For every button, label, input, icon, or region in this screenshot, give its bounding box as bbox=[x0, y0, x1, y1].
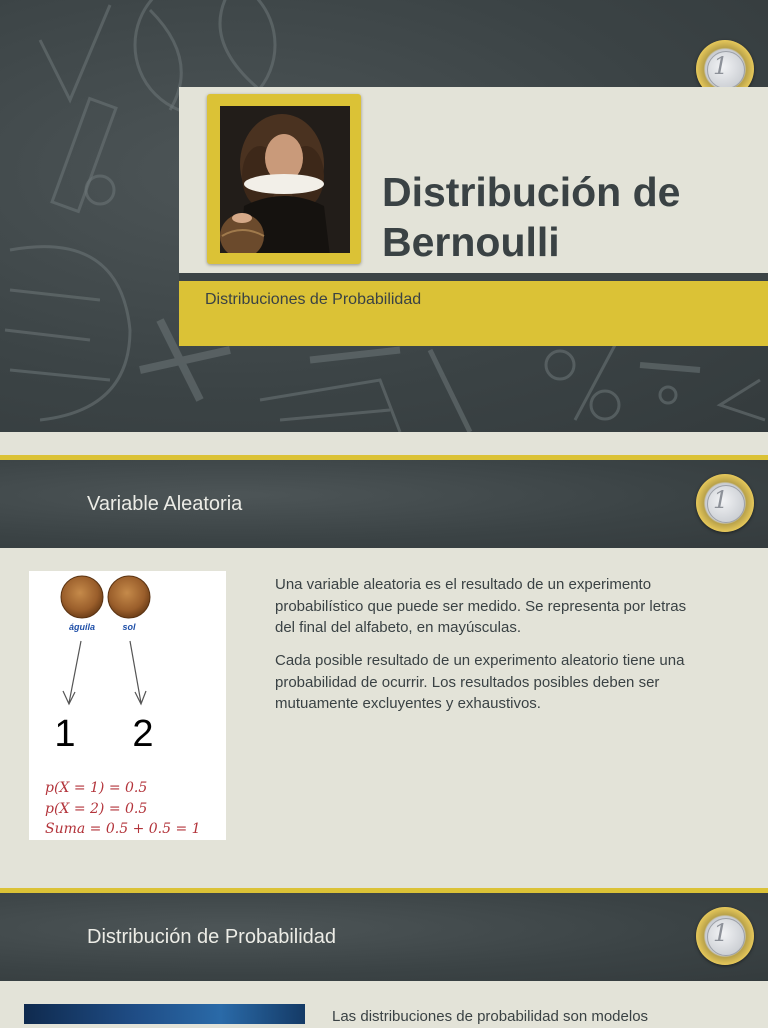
outcome-number-1: 1 bbox=[54, 713, 76, 755]
page-title bbox=[382, 167, 762, 267]
section-header-variable-aleatoria bbox=[0, 460, 768, 548]
euro-coin-icon: 1 bbox=[696, 474, 754, 532]
euro-coin-icon: 1 bbox=[696, 907, 754, 965]
coin-label-aguila: águila bbox=[68, 622, 96, 632]
title-divider bbox=[179, 273, 768, 281]
paragraph-definition: Una variable aleatoria es el resultado de un experimento probabilístico que puede ser medido. Se representa por letras del final del alfabeto, en mayúsculas. bbox=[275, 576, 687, 636]
section-title: Variable Aleatoria bbox=[87, 493, 243, 515]
slide-image bbox=[24, 1004, 305, 1024]
formula-line-1: p(X = 1) = 0.5 bbox=[45, 780, 148, 796]
paragraph-distributions: Las distribuciones de probabilidad son modelos bbox=[332, 1008, 649, 1025]
formula-line-3: Suma = 0.5 + 0.5 = 1 bbox=[45, 821, 201, 837]
paragraph-outcomes: Cada posible resultado de un experimento aleatorio tiene una probabilidad de ocurrir. Los resultados posibles deben ser mutuamente excluyentes y exhaustivos. bbox=[275, 652, 685, 712]
page-subtitle: Distribuciones de Probabilidad bbox=[205, 291, 422, 308]
bernoulli-portrait-frame bbox=[207, 94, 361, 264]
formula-line-2: p(X = 2) = 0.5 bbox=[45, 801, 148, 817]
outcome-number-2: 2 bbox=[132, 713, 154, 755]
title-slide-background bbox=[0, 0, 768, 432]
coin-outcome-figure bbox=[29, 571, 226, 840]
coin-label-sol: sol bbox=[122, 622, 136, 632]
bernoulli-portrait bbox=[220, 106, 350, 253]
title-line-2: Bernoulli bbox=[382, 219, 560, 265]
euro-coin-icon: 1 bbox=[696, 40, 754, 98]
title-line-1: Distribución de bbox=[382, 169, 681, 215]
section-header-distribucion bbox=[0, 893, 768, 981]
slide-gap bbox=[0, 432, 768, 455]
section-title: Distribución de Probabilidad bbox=[87, 926, 337, 948]
